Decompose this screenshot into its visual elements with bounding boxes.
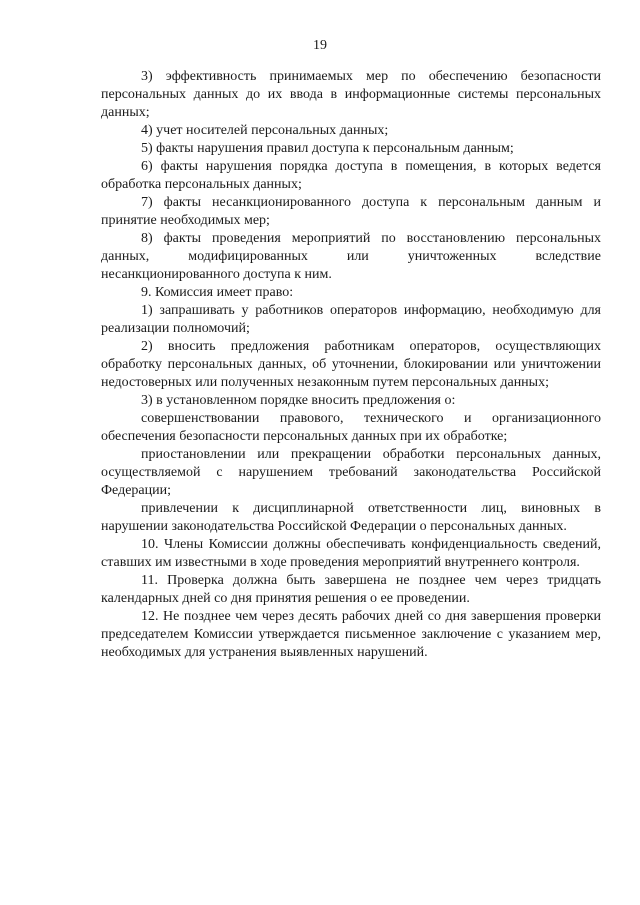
paragraph-proposal-suspension: приостановлении или прекращении обработки персональных данных, осуществляемой с нарушением требований законодательства Российской Федерации;: [101, 447, 601, 498]
page-number: 19: [313, 38, 327, 53]
paragraph-item-8: 8) факты проведения мероприятий по восстановлению персональных данных, модифицированных или уничтоженных вследствие несанкционированного доступа к ним.: [101, 231, 601, 282]
paragraph-section-9: 9. Комиссия имеет право:: [141, 285, 294, 300]
paragraph-item-7: 7) факты несанкционированного доступа к персональным данным и принятие необходимых мер;: [101, 195, 601, 228]
paragraph-proposal-improvement: совершенствовании правового, технического и организационного обеспечения безопасности персональных данных при их обработке;: [101, 411, 601, 444]
paragraph-right-3: 3) в установленном порядке вносить предложения о:: [141, 393, 456, 408]
paragraph-section-12: 12. Не позднее чем через десять рабочих дней со дня завершения проверки председателем Комиссии утверждается письменное заключение с указанием мер, необходимых для устранения выявленных нарушений.: [101, 609, 601, 660]
document-body: [101, 68, 601, 662]
paragraph-item-6: 6) факты нарушения порядка доступа в помещения, в которых ведется обработка персональных данных;: [101, 159, 601, 192]
paragraph-right-1: 1) запрашивать у работников операторов информацию, необходимую для реализации полномочий;: [101, 303, 601, 336]
paragraph-item-4: 4) учет носителей персональных данных;: [141, 123, 389, 138]
paragraph-section-10: 10. Члены Комиссии должны обеспечивать конфиденциальность сведений, ставших им известными в ходе проведения мероприятий внутреннего контроля.: [101, 537, 601, 570]
paragraph-right-2: 2) вносить предложения работникам операторов, осуществляющих обработку персональных данных, об уточнении, блокировании или уничтожении недостоверных или полученных незаконным путем персональных данных;: [101, 339, 601, 390]
paragraph-item-3: 3) эффективность принимаемых мер по обеспечению безопасности персональных данных до их ввода в информационные системы персональных данных;: [101, 69, 601, 120]
paragraph-proposal-liability: привлечении к дисциплинарной ответственности лиц, виновных в нарушении законодательства Российской Федерации о персональных данных.: [101, 501, 601, 534]
paragraph-item-5: 5) факты нарушения правил доступа к персональным данным;: [141, 141, 514, 156]
paragraph-section-11: 11. Проверка должна быть завершена не позднее чем через тридцать календарных дней со дня принятия решения о ее проведении.: [101, 573, 601, 606]
